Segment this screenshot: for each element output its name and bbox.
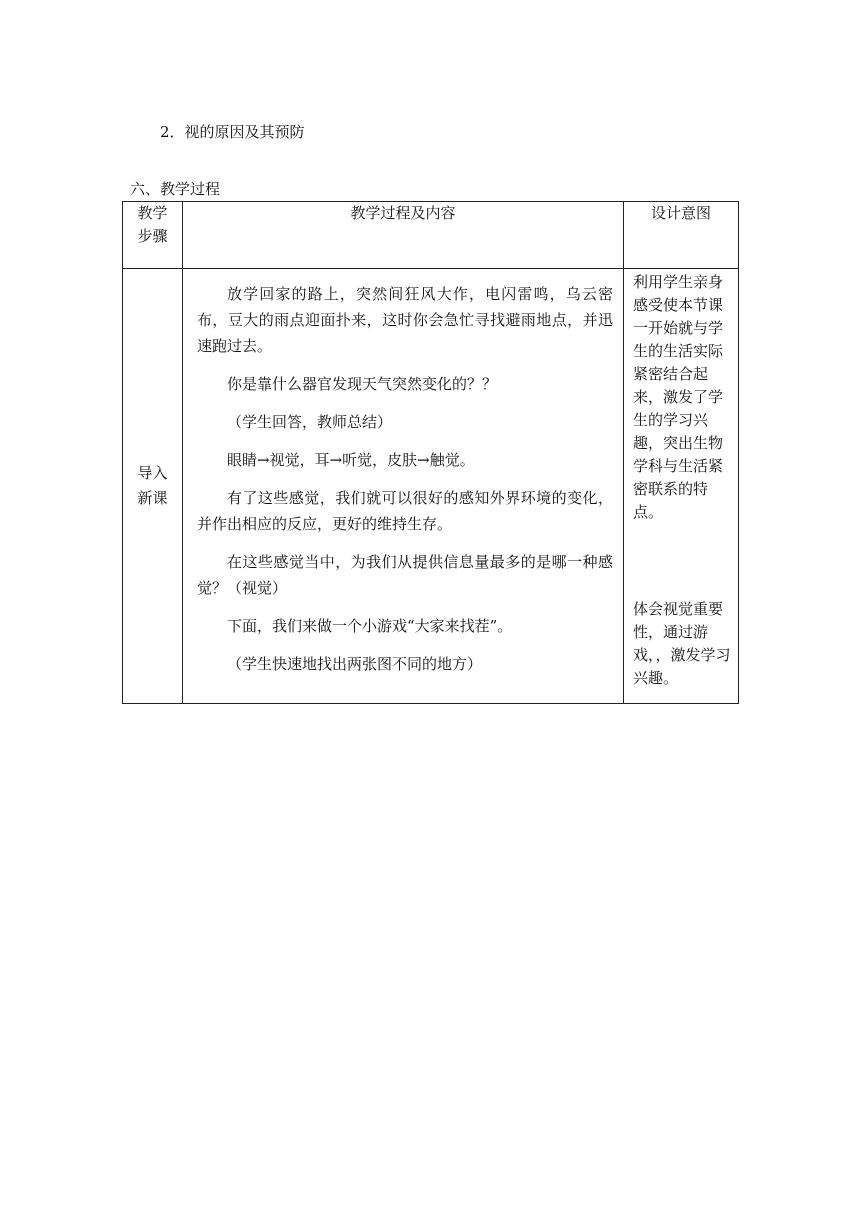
step-line-2: 新课 <box>137 489 168 507</box>
header-intent: 设计意图 <box>624 202 739 269</box>
content-paragraph: 有了这些感觉，我们就可以很好的感知外界环境的变化，并作出相应的反应，更好的维持生存。 <box>197 489 613 533</box>
section-title: 六、教学过程 <box>130 180 221 198</box>
header-step <box>123 202 183 269</box>
teaching-process-table <box>122 201 739 704</box>
header-step-line-2: 步骤 <box>137 227 168 245</box>
table-row <box>123 269 739 704</box>
intent-cell <box>624 269 739 704</box>
content-paragraph: 放学回家的路上，突然间狂风大作，电闪雷鸣，乌云密布，豆大的雨点迎面扑来，这时你会急忙寻找避雨地点，并迅速跑过去。 <box>197 285 613 355</box>
content-paragraph: （学生快速地找出两张图不同的地方） <box>227 655 483 673</box>
content-cell <box>183 269 624 704</box>
step-cell <box>123 269 183 704</box>
content-paragraph: （学生回答，教师总结） <box>227 413 393 431</box>
content-paragraph: 在这些感觉当中，为我们从提供信息量最多的是哪一种感觉？（视觉） <box>197 553 613 597</box>
step-line-1: 导入 <box>137 464 168 482</box>
content-paragraph: 你是靠什么器官发现天气突然变化的？？ <box>227 375 498 393</box>
content-paragraph: 下面，我们来做一个小游戏“大家来找茬”。 <box>227 617 513 635</box>
header-step-line-1: 教学 <box>137 204 168 222</box>
content-paragraph: 眼睛→视觉，耳→听觉，皮肤→触觉。 <box>227 451 475 469</box>
intent-text-1: 利用学生亲身感受使本节课一开始就与学生的生活实际紧密结合起来，激发了学生的学习兴趣，突出生物学科与生活紧密联系的特点。 <box>633 273 724 521</box>
intent-text-2: 体会视觉重要性，通过游戏，，激发学习兴趣。 <box>633 600 731 687</box>
table-header-row <box>123 202 739 269</box>
list-item-2: 2．视的原因及其预防 <box>160 123 305 141</box>
header-content: 教学过程及内容 <box>183 202 624 269</box>
